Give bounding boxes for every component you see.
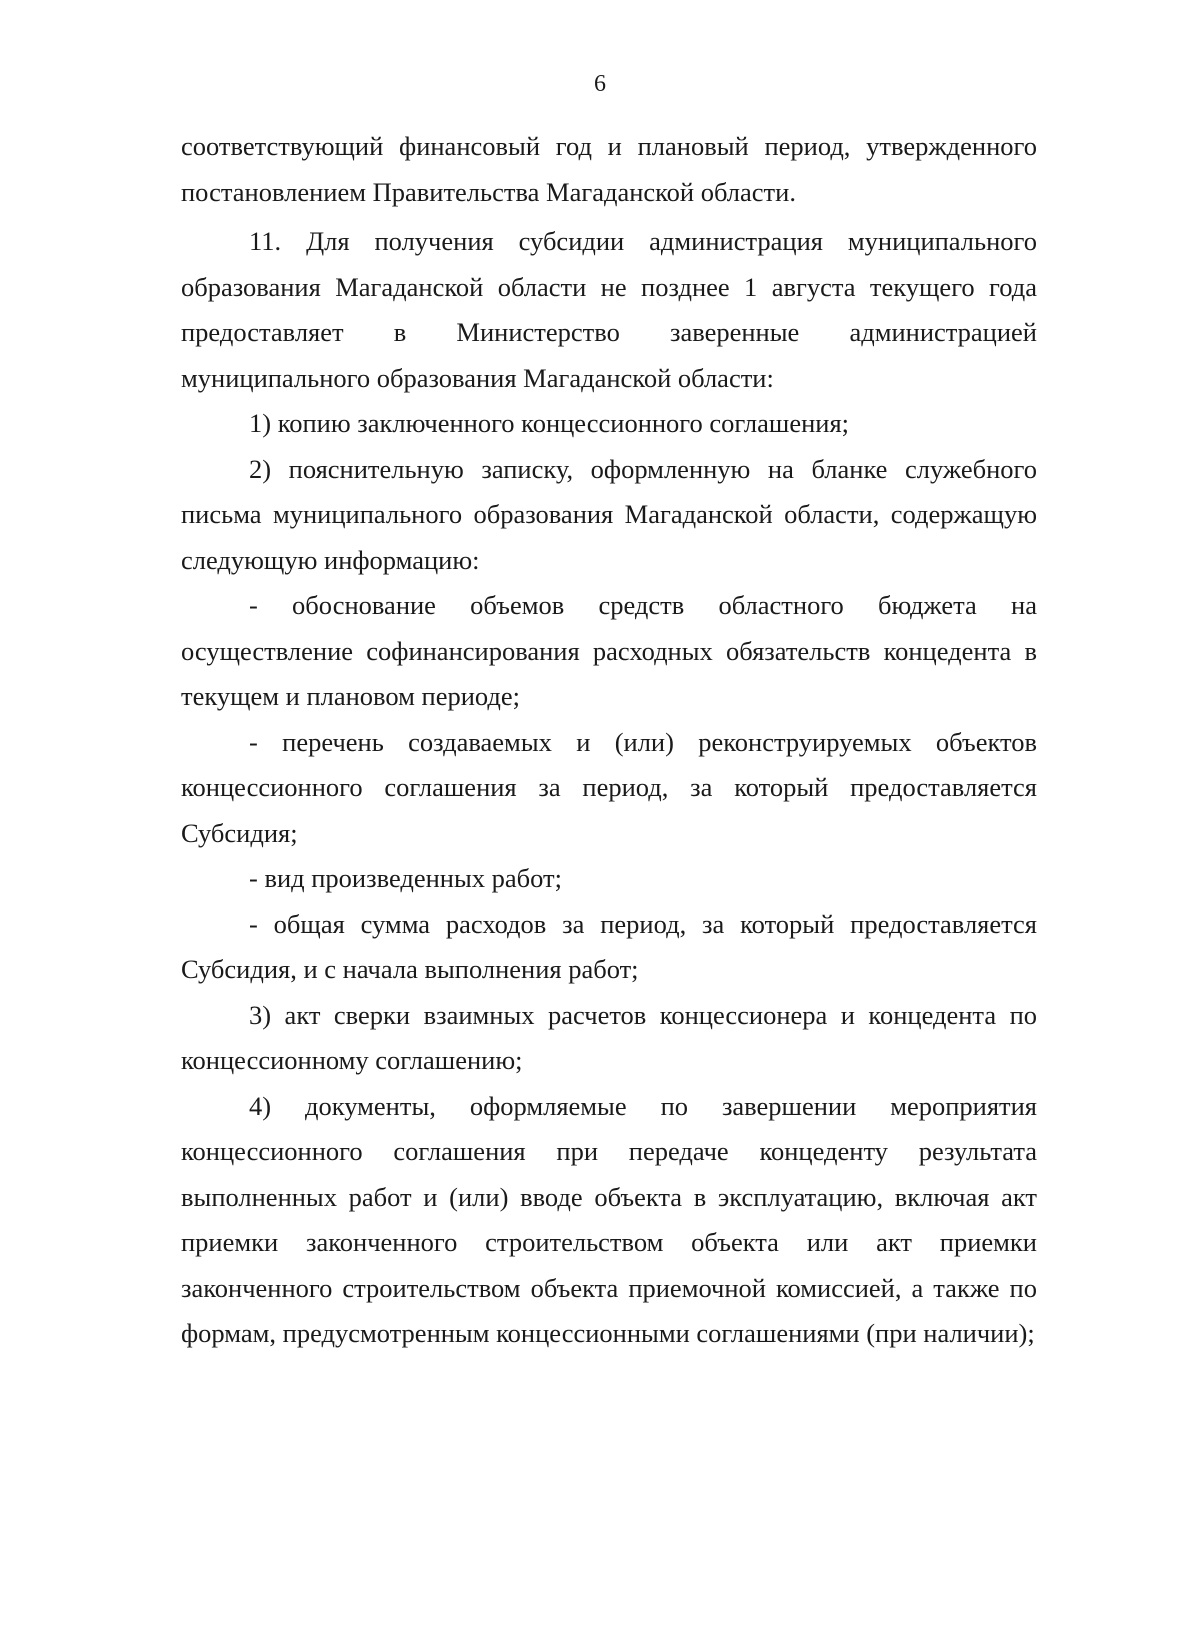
- paragraph-item-2-dash-1: - обоснование объемов средств областного бюджета на осуществление софинансирования расходных обязательств концедента в текущем и плановом периоде;: [181, 590, 1037, 711]
- paragraph-clause-11: 11. Для получения субсидии администрация муниципального образования Магаданской области не позднее 1 августа текущего года предоставляет в Министерство заверенные администрацией муниципального образования Магаданской области:: [181, 226, 1037, 393]
- paragraph-item-2-dash-4: - общая сумма расходов за период, за который предоставляется Субсидия, и с начала выполнения работ;: [181, 908, 1037, 984]
- page-number: 6: [594, 71, 606, 97]
- paragraph-continuation: соответствующий финансовый год и плановый период, утвержденного постановлением Правительства Магаданской области.: [181, 131, 1037, 207]
- paragraph-item-1: 1) копию заключенного концессионного соглашения;: [249, 408, 849, 438]
- paragraph-item-2-dash-2: - перечень создаваемых и (или) реконструируемых объектов концессионного соглашения за период, за который предоставляется Субсидия;: [181, 726, 1037, 848]
- document-body: [181, 124, 1037, 1357]
- paragraph-item-3: 3) акт сверки взаимных расчетов концессионера и концедента по концессионному соглашению;: [181, 999, 1037, 1075]
- paragraph-item-2-dash-3: - вид произведенных работ;: [249, 863, 562, 893]
- paragraph-item-4: 4) документы, оформляемые по завершении мероприятия концессионного соглашения при передаче концеденту результата выполненных работ и (или) вводе объекта в эксплуатацию, включая акт приемки законченного строительством объекта или акт приемки законченного строительством объекта приемочной комиссией, а также по формам, предусмотренным концессионными соглашениями (при наличии);: [181, 1090, 1037, 1348]
- paragraph-item-2: 2) пояснительную записку, оформленную на бланке служебного письма муниципального образования Магаданской области, содержащую следующую информацию:: [181, 453, 1037, 575]
